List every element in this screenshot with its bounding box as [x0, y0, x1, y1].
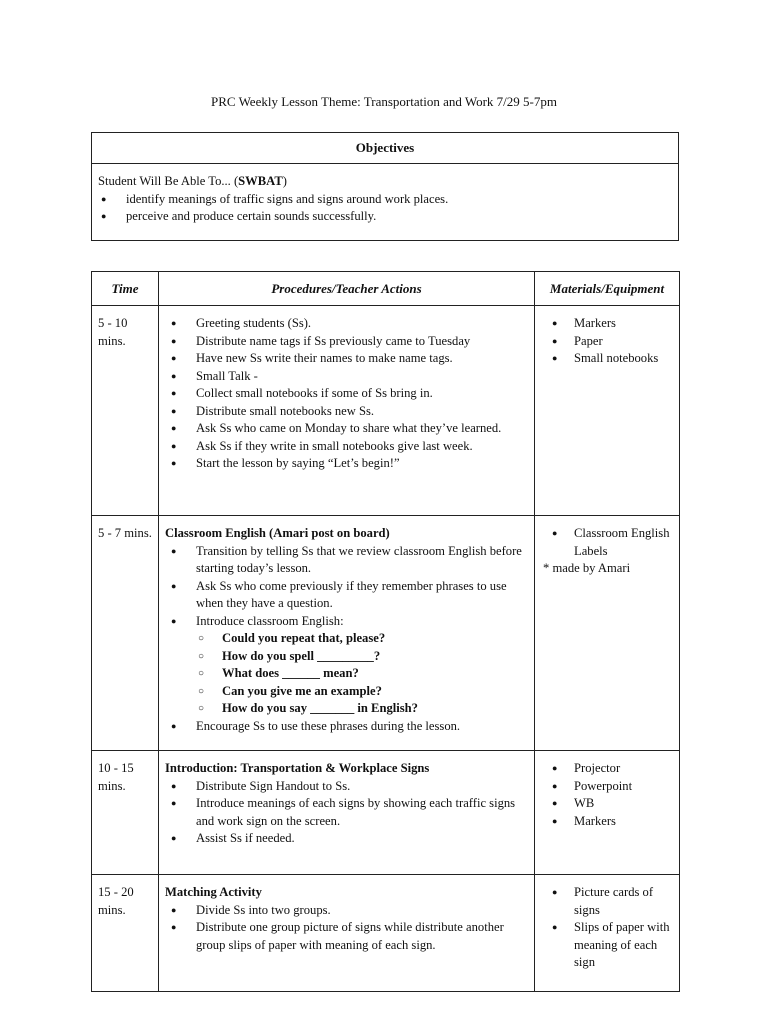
step-item: ● Greeting students (Ss). — [196, 315, 528, 333]
material-item: ● Markers — [574, 315, 673, 333]
step-text: Introduce classroom English: — [196, 613, 344, 628]
step-item: ● Ask Ss if they write in small notebooks give last week. — [196, 438, 528, 456]
activity-title: Introduction: Transportation & Workplace Signs — [165, 761, 430, 775]
step-item: ● Introduce meanings of each signs by showing each traffic signs and work sign on the screen. — [196, 795, 528, 830]
phrase-list — [196, 630, 528, 718]
time-cell: 10 - 15 mins. — [92, 751, 159, 875]
materials-note: * made by Amari — [543, 561, 631, 575]
table-row — [92, 751, 680, 875]
phrase-item: ○ How do you spell _________? — [222, 648, 528, 666]
step-item: ● Transition by telling Ss that we review classroom English before starting today’s lesson. — [196, 543, 528, 578]
time-cell: 5 - 10 mins. — [92, 306, 159, 516]
material-item: ● WB — [574, 795, 673, 813]
step-item: ● Ask Ss who come previously if they remember phrases to use when they have a question. — [196, 578, 528, 613]
activity-title: Matching Activity — [165, 885, 262, 899]
objectives-intro — [98, 173, 672, 191]
material-item: ● Markers — [574, 813, 673, 831]
objectives-intro-close: ) — [282, 174, 287, 188]
objective-item: ● perceive and produce certain sounds successfully. — [126, 208, 672, 226]
header-materials: Materials/Equipment — [535, 272, 680, 306]
step-item: ● Distribute name tags if Ss previously came to Tuesday — [196, 333, 528, 351]
materials-list — [541, 315, 673, 368]
material-item: ● Small notebooks — [574, 350, 673, 368]
materials-cell — [535, 516, 680, 751]
materials-cell — [535, 751, 680, 875]
page-title: PRC Weekly Lesson Theme: Transportation and Work 7/29 5-7pm — [210, 94, 557, 109]
procedure-steps — [165, 902, 528, 955]
time-cell: 15 - 20 mins. — [92, 875, 159, 992]
procedure-steps — [165, 315, 528, 473]
table-row — [92, 306, 680, 516]
material-item: ● Paper — [574, 333, 673, 351]
materials-cell — [535, 875, 680, 992]
materials-list — [541, 760, 673, 830]
table-row — [92, 516, 680, 751]
phrase-item: ○ What does ______ mean? — [222, 665, 528, 683]
time-cell: 5 - 7 mins. — [92, 516, 159, 751]
step-item: ● Divide Ss into two groups. — [196, 902, 528, 920]
step-item: ● Have new Ss write their names to make name tags. — [196, 350, 528, 368]
procedures-cell — [159, 306, 535, 516]
procedures-cell — [159, 516, 535, 751]
materials-list — [541, 884, 673, 972]
swbat-label: SWBAT — [238, 174, 283, 188]
step-item: ● Distribute small notebooks new Ss. — [196, 403, 528, 421]
objectives-intro-text: Student Will Be Able To... ( — [98, 174, 239, 188]
step-item: ● Distribute Sign Handout to Ss. — [196, 778, 528, 796]
material-item: ● Projector — [574, 760, 673, 778]
step-item: ● Encourage Ss to use these phrases during the lesson. — [196, 718, 528, 736]
objectives-list — [98, 191, 672, 226]
phrase-item: ○ How do you say _______ in English? — [222, 700, 528, 718]
step-item — [196, 613, 528, 718]
objectives-heading: Objectives — [92, 133, 679, 164]
step-item: ● Assist Ss if needed. — [196, 830, 528, 848]
objectives-table — [91, 132, 679, 241]
header-time: Time — [92, 272, 159, 306]
step-item: ● Start the lesson by saying “Let’s begin!” — [196, 455, 528, 473]
step-item: ● Small Talk - — [196, 368, 528, 386]
materials-list — [541, 525, 673, 560]
objective-item: ● identify meanings of traffic signs and signs around work places. — [126, 191, 672, 209]
step-item: ● Ask Ss who came on Monday to share what they’ve learned. — [196, 420, 528, 438]
material-item: ● Slips of paper with meaning of each sign — [574, 919, 673, 972]
step-item: ● Collect small notebooks if some of Ss bring in. — [196, 385, 528, 403]
activity-title: Classroom English (Amari post on board) — [165, 526, 390, 540]
phrase-item: ○ Can you give me an example? — [222, 683, 528, 701]
procedure-steps — [165, 778, 528, 848]
material-item: ● Picture cards of signs — [574, 884, 673, 919]
phrase-item: ○ Could you repeat that, please? — [222, 630, 528, 648]
procedures-cell — [159, 751, 535, 875]
lesson-procedure-table — [91, 271, 680, 992]
table-row — [92, 875, 680, 992]
materials-cell — [535, 306, 680, 516]
procedure-steps — [165, 543, 528, 736]
material-item: ● Powerpoint — [574, 778, 673, 796]
header-procedures: Procedures/Teacher Actions — [159, 272, 535, 306]
material-item: ● Classroom English Labels — [574, 525, 673, 560]
objectives-body — [92, 164, 679, 241]
step-item: ● Distribute one group picture of signs while distribute another group slips of paper with meaning of each sign. — [196, 919, 528, 954]
procedures-cell — [159, 875, 535, 992]
